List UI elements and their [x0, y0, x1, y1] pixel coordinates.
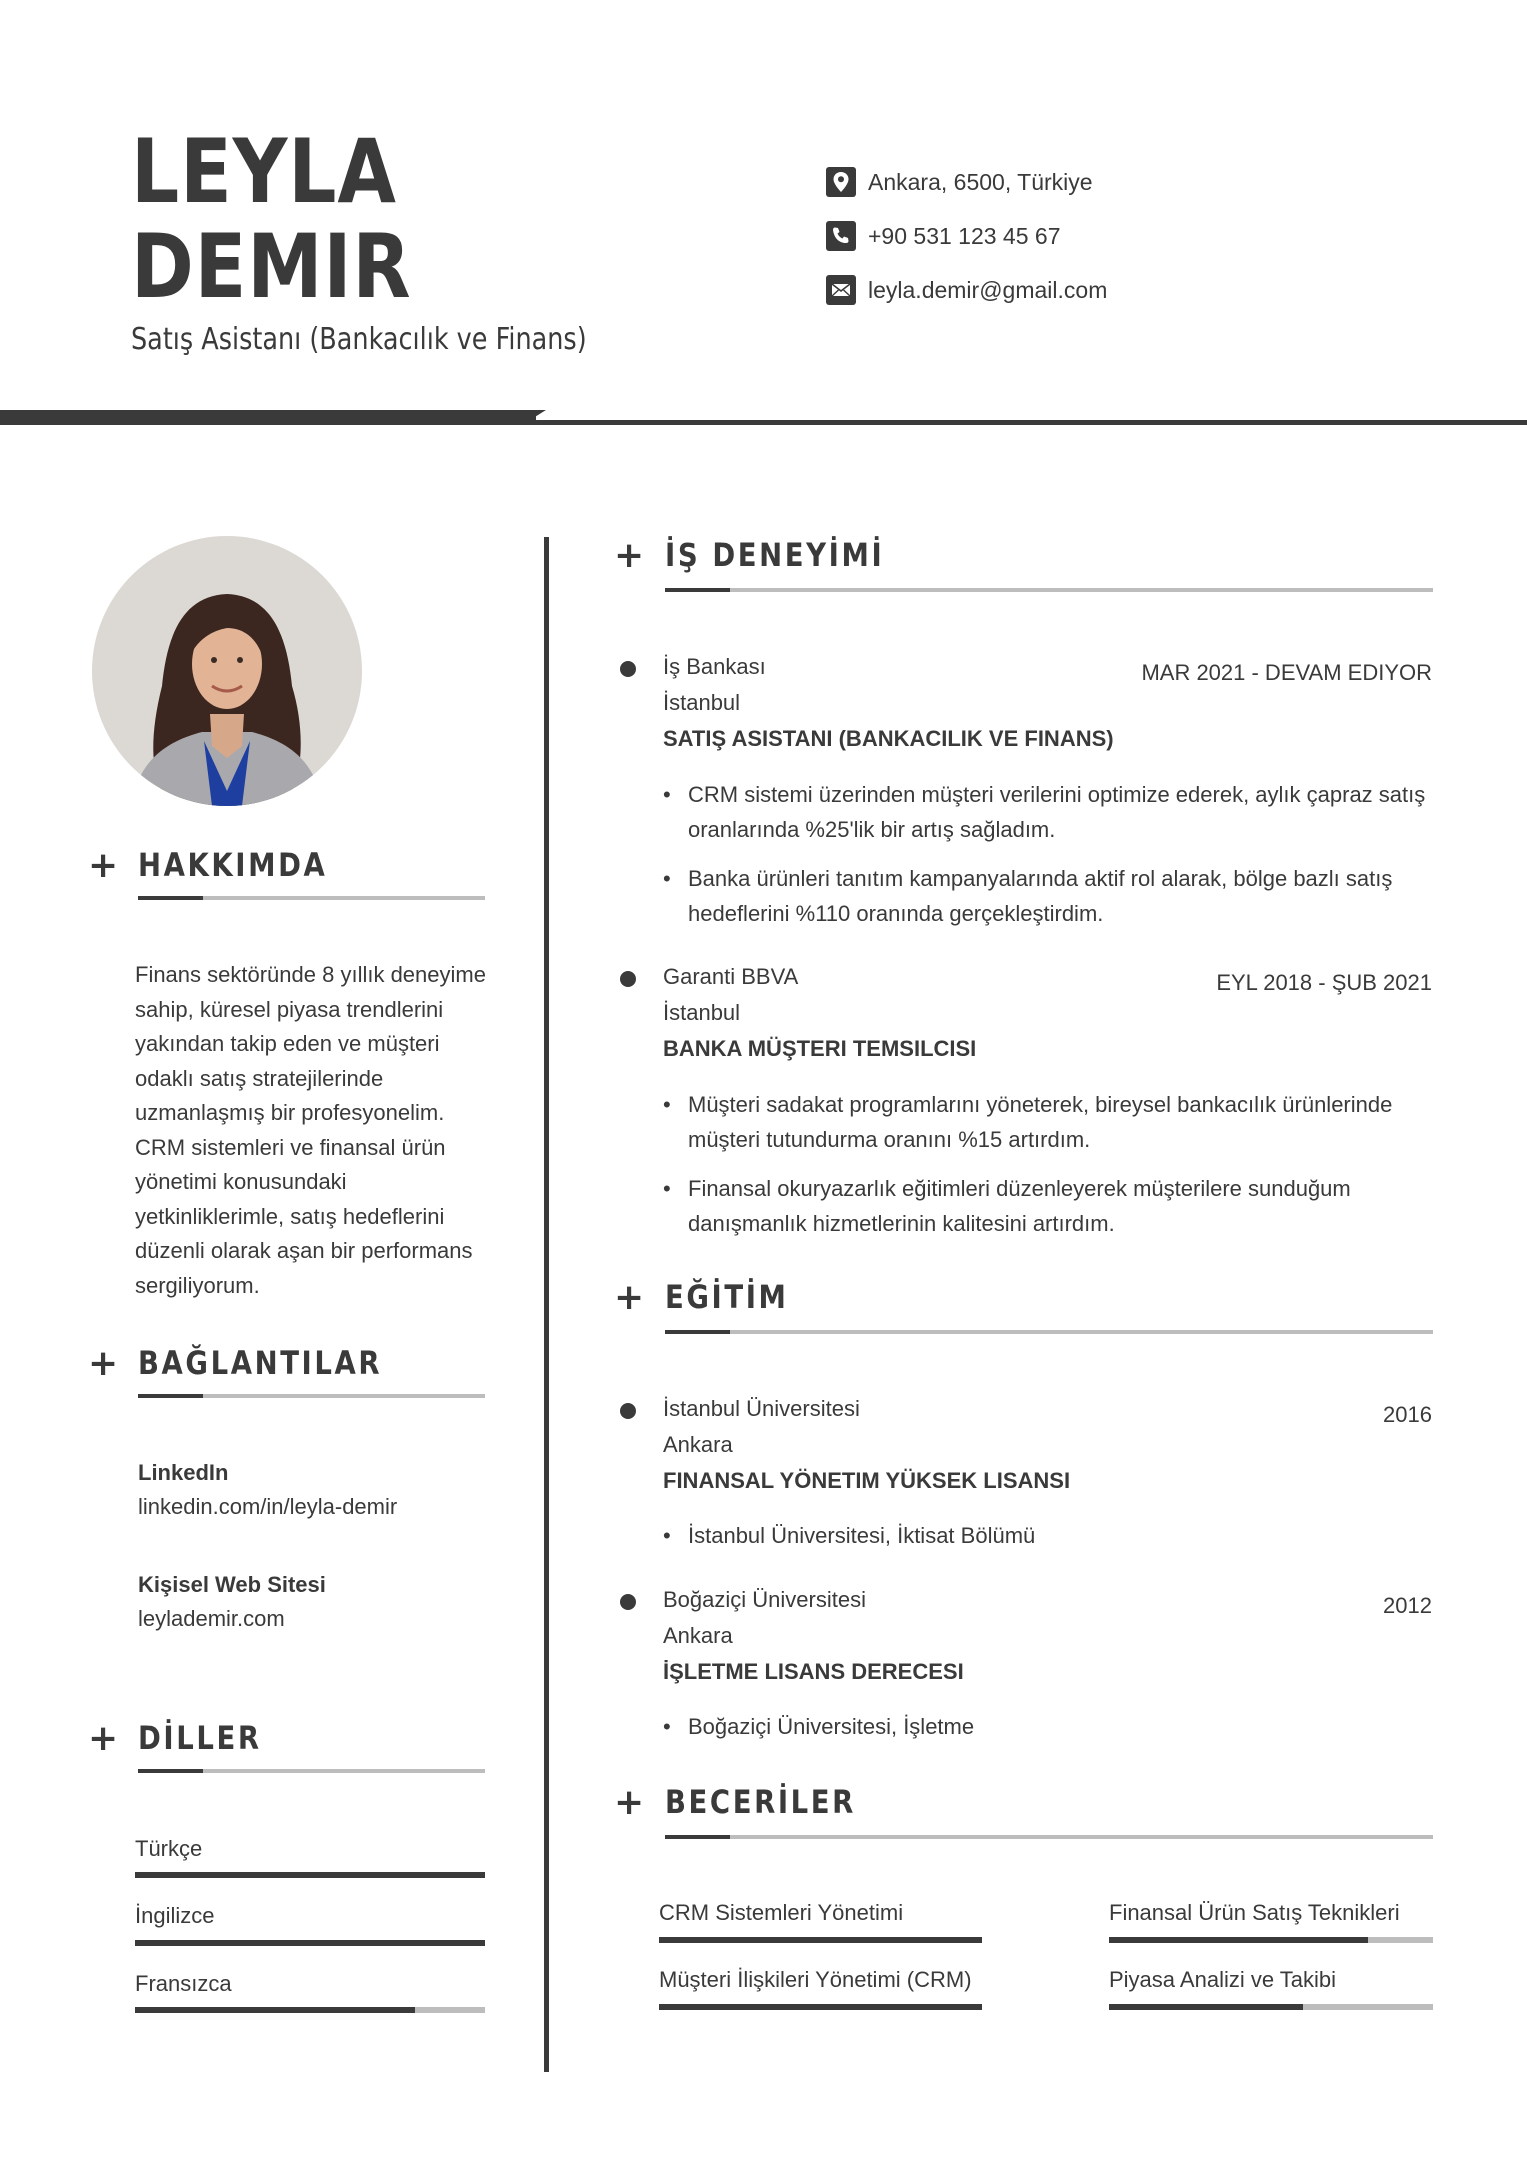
language-level-bar [135, 2007, 485, 2013]
column-divider [544, 537, 549, 2072]
link-label-linkedin: LinkedIn [138, 1460, 229, 1485]
last-name: DEMIR [131, 215, 412, 318]
header-divider-slant [530, 410, 546, 420]
education-bullet: • İstanbul Üniversitesi, İktisat Bölümü [663, 1519, 1448, 1554]
education-degree: FINANSAL YÖNETIM YÜKSEK LISANSI [663, 1468, 1071, 1493]
section-rule-experience [665, 588, 1433, 592]
plus-icon: + [88, 1718, 119, 1759]
header-divider [0, 420, 1527, 425]
education-school: İstanbul Üniversitesi [663, 1396, 860, 1421]
education-bullet: • Boğaziçi Üniversitesi, İşletme [663, 1710, 1448, 1745]
skill-name: CRM Sistemleri Yönetimi [659, 1900, 904, 1925]
contact-location-text: Ankara, 6500, Türkiye [868, 168, 1093, 195]
experience-date: EYL 2018 - ŞUB 2021 [1216, 970, 1432, 995]
skill-level-bar [1109, 2004, 1433, 2010]
education-date: 2012 [1383, 1593, 1432, 1618]
link-linkedin[interactable]: linkedin.com/in/leyla-demir [138, 1494, 398, 1519]
plus-icon: + [88, 1343, 119, 1384]
experience-bullet: • Banka ürünleri tanıtım kampanyalarında aktif rol alarak, bölge bazlı satış hedeflerini %110 oranında gerçekleştirdim. [663, 862, 1448, 931]
language-level-bar [135, 1872, 485, 1878]
experience-date: MAR 2021 - DEVAM EDIYOR [1141, 660, 1432, 685]
section-rule-education [665, 1330, 1433, 1334]
timeline-dot [620, 1403, 636, 1419]
language-name: Fransızca [135, 1971, 232, 1996]
contact-email-text: leyla.demir@gmail.com [868, 276, 1108, 303]
experience-city: İstanbul [663, 1000, 741, 1025]
skill-name: Müşteri İlişkileri Yönetimi (CRM) [659, 1967, 972, 1992]
section-rule-about [138, 896, 485, 900]
profile-photo [92, 536, 362, 806]
section-title-languages: DİLLER [138, 1719, 262, 1757]
timeline-dot [620, 1594, 636, 1610]
education-city: Ankara [663, 1432, 733, 1457]
section-title-about: HAKKIMDA [138, 846, 328, 884]
experience-role: BANKA MÜŞTERI TEMSILCISI [663, 1036, 977, 1061]
section-rule-languages [138, 1769, 485, 1773]
contact-email [826, 274, 1107, 306]
phone-icon [826, 221, 856, 251]
section-rule-skills [665, 1835, 1433, 1839]
experience-bullet: • Finansal okuryazarlık eğitimleri düzenleyerek müşterilere sunduğum danışmanlık hizmetlerinin kalitesini artırdım. [663, 1172, 1448, 1241]
contact-phone-text: +90 531 123 45 67 [868, 222, 1061, 249]
skill-name: Piyasa Analizi ve Takibi [1109, 1967, 1337, 1992]
skill-level-bar [659, 1937, 982, 1943]
experience-bullet: • CRM sistemi üzerinden müşteri verilerini optimize ederek, aylık çapraz satış oranlarında %25'lik bir artış sağladım. [663, 778, 1448, 847]
language-level-bar [135, 1940, 485, 1946]
experience-company: Garanti BBVA [663, 964, 799, 989]
section-title-skills: BECERİLER [665, 1783, 856, 1821]
timeline-dot [620, 971, 636, 987]
section-title-links: BAĞLANTILAR [138, 1344, 383, 1382]
section-title-education: EĞİTİM [665, 1278, 789, 1316]
education-school: Boğaziçi Üniversitesi [663, 1587, 866, 1612]
section-title-experience: İŞ DENEYİMİ [665, 536, 885, 574]
job-title: Satış Asistanı (Bankacılık ve Finans) [131, 322, 587, 357]
plus-icon: + [88, 845, 119, 886]
plus-icon: + [614, 535, 645, 576]
education-degree: İŞLETME LISANS DERECESI [663, 1659, 964, 1684]
timeline-dot [620, 661, 636, 677]
link-website[interactable]: leylademir.com [138, 1606, 285, 1631]
link-label-website: Kişisel Web Sitesi [138, 1572, 326, 1597]
plus-icon: + [614, 1277, 645, 1318]
experience-city: İstanbul [663, 690, 741, 715]
education-date: 2016 [1383, 1402, 1432, 1427]
location-pin-icon [826, 167, 856, 197]
language-name: Türkçe [135, 1836, 203, 1861]
education-city: Ankara [663, 1623, 733, 1648]
contact-location [826, 166, 1093, 198]
skill-name: Finansal Ürün Satış Teknikleri [1109, 1900, 1400, 1925]
first-name: LEYLA [131, 120, 397, 223]
email-icon [826, 275, 856, 305]
skill-level-bar [1109, 1937, 1433, 1943]
plus-icon: + [614, 1782, 645, 1823]
section-rule-links [138, 1394, 485, 1398]
header-divider-accent [0, 410, 536, 420]
experience-role: SATIŞ ASISTANI (BANKACILIK VE FINANS) [663, 726, 1114, 751]
experience-company: İş Bankası [663, 654, 766, 679]
contact-phone [826, 220, 1061, 252]
about-text: Finans sektöründe 8 yıllık deneyime sahip, küresel piyasa trendlerini yakından takip eden ve müşteri odaklı satış stratejilerinde uzmanlaşmış bir profesyonelim. CRM sistemleri ve finansal ürün yönetimi konusundaki yetkinliklerimle, satış hedeflerini düzenli olarak aşan bir performans sergiliyorum. [135, 962, 486, 1298]
skill-level-bar [659, 2004, 982, 2010]
experience-bullet: • Müşteri sadakat programlarını yöneterek, bireysel bankacılık ürünlerinde müşteri tutundurma oranını %15 artırdım. [663, 1088, 1448, 1157]
language-name: İngilizce [135, 1903, 215, 1928]
